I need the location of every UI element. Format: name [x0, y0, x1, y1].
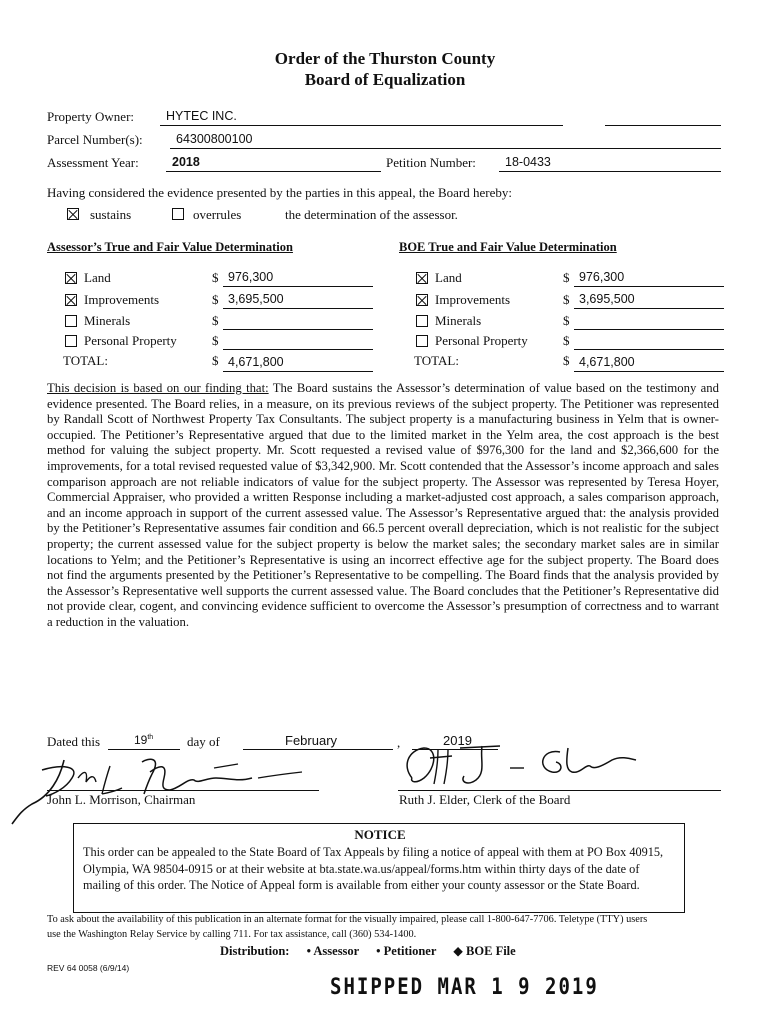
assessor-currency-symbol: $	[212, 313, 219, 328]
boe-land-checkbox[interactable]	[416, 272, 428, 284]
dated-day-of: day of	[187, 734, 220, 749]
owner-underline	[160, 125, 563, 126]
distribution-boe-file: ◆ BOE File	[453, 944, 516, 958]
overrules-checkbox[interactable]	[172, 208, 184, 220]
boe-total-currency: $	[563, 353, 570, 368]
assessor-total-label: TOTAL:	[63, 353, 108, 368]
assessor-improvements-value: 3,695,500	[228, 292, 284, 306]
boe-personal-property-checkbox[interactable]	[416, 335, 428, 347]
owner-underline-extra	[605, 125, 721, 126]
shipped-stamp: SHIPPED MAR 1 9 2019	[330, 974, 599, 1000]
assessor-minerals-checkbox[interactable]	[65, 315, 77, 327]
assessor-currency-symbol: $	[212, 333, 219, 348]
boe-value-underline	[574, 349, 724, 350]
revision-code: REV 64 0058 (6/9/14)	[47, 963, 130, 973]
boe-total-label: TOTAL:	[414, 353, 459, 368]
assessor-personal-property-label: Personal Property	[84, 333, 177, 348]
boe-currency-symbol: $	[563, 333, 570, 348]
accessibility-text: To ask about the availability of this publication in an alternate format for the visually impaired, please call 1-800-647-7706. Teletype (TTY) users use the Washington Relay Service by calling 711. For tax assistance, call (360) 534-1400.	[47, 914, 648, 940]
chairman-signature-line	[47, 790, 319, 791]
dated-year: 2019	[443, 733, 472, 748]
year-label: Assessment Year:	[47, 155, 139, 170]
petition-label: Petition Number:	[386, 155, 476, 170]
notice-text: This order can be appealed to the State Board of Tax Appeals by filing a notice of appeal with them at PO Box 40915, Olympia, WA 98504-0915 or at their website at bta.state.wa.us/appeal/forms.htm within thirty days of the date of mailing of this order. The Notice of Appeal form is available from either your county assessor or the State Board.	[83, 845, 664, 892]
parcel-value: 64300800100	[176, 132, 253, 146]
boe-total-underline	[574, 371, 724, 372]
boe-land-label: Land	[435, 270, 462, 285]
boe-value-underline	[574, 308, 724, 309]
year-value: 2018	[172, 155, 200, 169]
assessor-improvements-checkbox[interactable]	[65, 294, 77, 306]
boe-personal-property-label: Personal Property	[435, 333, 528, 348]
boe-minerals-checkbox[interactable]	[416, 315, 428, 327]
assessor-land-checkbox[interactable]	[65, 272, 77, 284]
dated-prefix: Dated this	[47, 734, 101, 749]
boe-currency-symbol: $	[563, 313, 570, 328]
boe-heading: BOE True and Fair Value Determination	[399, 240, 617, 254]
year-underline	[166, 171, 381, 172]
assessor-value-underline	[223, 349, 373, 350]
assessor-heading: Assessor’s True and Fair Value Determination	[47, 240, 293, 254]
assessor-value-underline	[223, 286, 373, 287]
clerk-signature	[390, 738, 640, 798]
owner-value: HYTEC INC.	[166, 109, 237, 123]
boe-value-underline	[574, 329, 724, 330]
assessor-total-currency: $	[212, 353, 219, 368]
findings-lead: This decision is based on our finding that:	[47, 381, 269, 395]
boe-improvements-value: 3,695,500	[579, 292, 635, 306]
assessor-personal-property-checkbox[interactable]	[65, 335, 77, 347]
boe-currency-symbol: $	[563, 270, 570, 285]
petition-value: 18-0433	[505, 155, 551, 169]
document-subtitle: Board of Equalization	[304, 70, 466, 89]
document-title: Order of the Thurston County	[274, 49, 496, 68]
distribution	[220, 943, 516, 959]
clerk-name: Ruth J. Elder, Clerk of the Board	[399, 792, 571, 807]
sustains-label: sustains	[90, 207, 132, 222]
boe-land-value: 976,300	[579, 270, 625, 284]
boe-value-underline	[574, 286, 724, 287]
dated-day: 19th	[134, 733, 154, 747]
boe-minerals-label: Minerals	[435, 313, 482, 328]
distribution-petitioner: • Petitioner	[376, 944, 437, 958]
dated-comma: ,	[397, 735, 401, 750]
assessor-currency-symbol: $	[212, 292, 219, 307]
chairman-signature	[2, 748, 322, 828]
assessor-total-value: 4,671,800	[228, 355, 284, 369]
assessor-value-underline	[223, 329, 373, 330]
boe-improvements-label: Improvements	[435, 292, 511, 307]
petition-underline	[499, 171, 721, 172]
assessor-improvements-label: Improvements	[84, 292, 160, 307]
distribution-assessor: • Assessor	[306, 944, 359, 958]
boe-total-value: 4,671,800	[579, 355, 635, 369]
notice-title: NOTICE	[354, 827, 406, 842]
dated-month: February	[285, 733, 338, 748]
clerk-signature-line	[398, 790, 721, 791]
assessor-land-value: 976,300	[228, 270, 274, 284]
assessor-total-underline	[223, 371, 373, 372]
chairman-name: John L. Morrison, Chairman	[47, 792, 196, 807]
decision-suffix: the determination of the assessor.	[285, 207, 458, 222]
sustains-checkbox[interactable]	[67, 208, 79, 220]
assessor-value-underline	[223, 308, 373, 309]
assessor-minerals-label: Minerals	[84, 313, 131, 328]
notice-box	[73, 823, 685, 913]
overrules-label: overrules	[193, 207, 242, 222]
assessor-currency-symbol: $	[212, 270, 219, 285]
assessor-land-label: Land	[84, 270, 111, 285]
boe-improvements-checkbox[interactable]	[416, 294, 428, 306]
boe-currency-symbol: $	[563, 292, 570, 307]
parcel-underline	[170, 148, 721, 149]
decision-intro: Having considered the evidence presented by the parties in this appeal, the Board hereby:	[47, 185, 512, 200]
findings-text: The Board sustains the Assessor’s determination of value based on the testimony and evidence presented. The Board relies, in a measure, on its previous reviews of the subject property. The Petitioner was represented by Randall Scott of Northwest Property Tax Consultants. The subject property is a manufacturing business in Yelm that is owner-occupied. The Petitioner’s Representative argued that due to the limited market in the Yelm area, the cost approach is the best method for valuing the subject property. Mr. Scott requested a revised value of $976,300 for the land and $2,366,600 for the improvements, for a total revised requested value of $3,342,900. Mr. Scott contended that the Assessor’s income approach and sales comparison approach are not reliable indicators of value for the subject property. The Assessor was represented by Teresa Hoyer, Commercial Appraiser, who provided a written Response including a market-adjusted cost approach, a sales comparison approach, and an income approach in support of the current assessed value. The Assessor’s Representative argued that: the analysis provided by the Petitioner’s Representative assumes fair condition and 66.5 percent overall depreciation, which is not realistic for the subject property; the current assessed value for the subject property is below the market sales; the secondary market sales are in similar locations to Yelm; and the Petitioner’s Representative is using an incorrect effective age for the subject property. The Board does not find the arguments presented by the Petitioner’s Representative to be compelling. The Board finds that the analysis provided by the Assessor’s Representative well supports the current assessed value. The Board concludes that the Petitioner’s Representative did not provide clear, cogent, and convincing evidence sufficient to overcome the Assessor’s presumption of correctness and to warrant a reduction in the valuation.	[47, 381, 719, 629]
findings-paragraph	[47, 381, 719, 631]
distribution-label: Distribution:	[220, 944, 290, 958]
parcel-label: Parcel Number(s):	[47, 132, 143, 147]
owner-label: Property Owner:	[47, 109, 135, 124]
